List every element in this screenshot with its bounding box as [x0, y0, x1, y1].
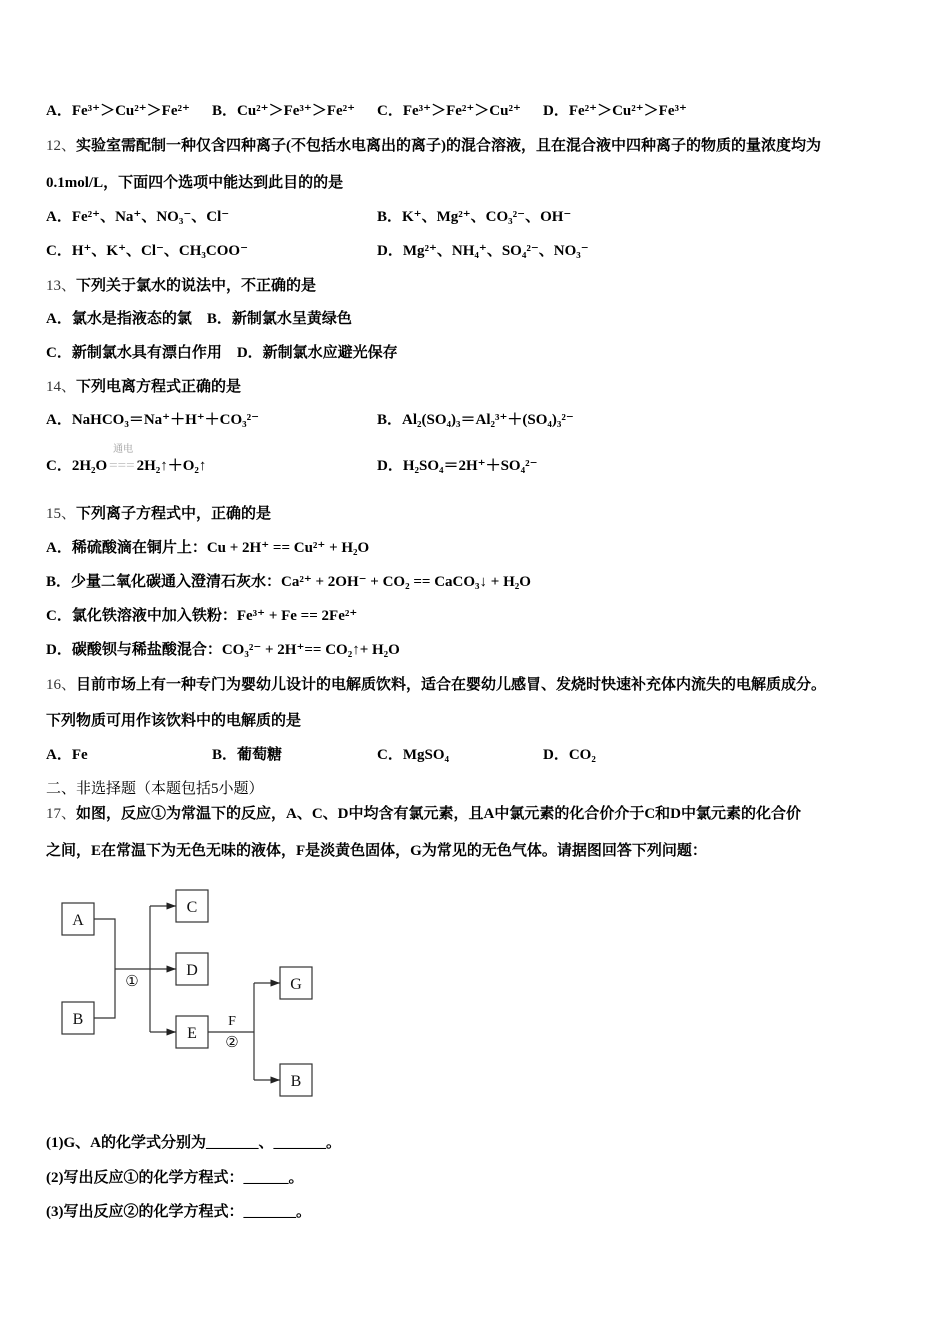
q15-option-b: B．少量二氧化碳通入澄清石灰水：Ca²⁺ + 2OH⁻ + CO₂ == CaCO₃↓ + H₂O	[46, 574, 531, 590]
label-a: A	[72, 912, 84, 929]
q13-stem-text: 下列关于氯水的说法中，不正确的是	[76, 278, 317, 294]
q13-number: 13、	[46, 278, 77, 294]
label-reaction-2: ②	[225, 1035, 239, 1051]
q17-sub-3: (3)写出反应②的化学方程式：_______。	[46, 1204, 311, 1220]
q11-option-a: A．Fe³⁺＞Cu²⁺＞Fe²⁺	[46, 103, 190, 119]
q14-option-c-left: C．2H₂O	[46, 458, 108, 474]
label-f: F	[228, 1014, 236, 1029]
q12-option-c: C．H⁺、K⁺、Cl⁻、CH₃COO⁻	[46, 243, 249, 259]
label-c: C	[186, 899, 198, 916]
q16-option-d: D．CO₂	[543, 747, 596, 763]
q16-stem-1: 目前市场上有一种专门为婴幼儿设计的电解质饮料，适合在婴幼儿感冒、发烧时快速补充体内流失的电解质成分。	[76, 677, 827, 693]
q14-number: 14、	[46, 379, 77, 395]
label-g: G	[290, 976, 302, 993]
q15-stem-text: 下列离子方程式中，正确的是	[76, 506, 272, 522]
q15-option-c: C．氯化铁溶液中加入铁粉：Fe³⁺ + Fe == 2Fe²⁺	[46, 608, 358, 624]
q16-stem-2: 下列物质可用作该饮料中的电解质的是	[46, 713, 302, 729]
q14-option-b: B．Al₂(SO₄)₃＝Al₂³⁺＋(SO₄)₃²⁻	[377, 412, 574, 428]
q15-option-a: A．稀硫酸滴在铜片上：Cu + 2H⁺ == Cu²⁺ + H₂O	[46, 540, 370, 556]
q17-stem-2: 之间，E在常温下为无色无味的液体，F是淡黄色固体，G为常见的无色气体。请据图回答下列问题：	[46, 843, 707, 859]
electrolysis-condition: 通电	[113, 444, 134, 455]
q17-sub-2: (2)写出反应①的化学方程式：______。	[46, 1170, 304, 1186]
q13-options-2: C．新制氯水具有漂白作用 D．新制氯水应避光保存	[46, 345, 398, 361]
q17-stem-1: 如图，反应①为常温下的反应，A、C、D中均含有氯元素，且A中氯元素的化合价介于C和D中氯元素的化合价	[76, 806, 802, 822]
q14-option-c-right: 2H₂↑＋O₂↑	[136, 458, 207, 474]
q11-option-b: B．Cu²⁺＞Fe³⁺＞Fe²⁺	[212, 103, 356, 119]
q12-option-b: B．K⁺、Mg²⁺、CO₃²⁻、OH⁻	[377, 209, 572, 225]
label-b: B	[72, 1011, 84, 1028]
q14-stem-text: 下列电离方程式正确的是	[76, 379, 242, 395]
q11-option-c: C．Fe³⁺＞Fe²⁺＞Cu²⁺	[377, 103, 521, 119]
q17-number: 17、	[46, 806, 77, 822]
section-heading: 二、非选择题（本题包括5小题）	[46, 781, 264, 797]
q12-stem-1: 实验室需配制一种仅含四种离子(不包括水电离出的离子)的混合溶液，且在混合液中四种离子的物质的量浓度均为	[76, 138, 822, 154]
q12-option-a: A．Fe²⁺、Na⁺、NO₃⁻、Cl⁻	[46, 209, 230, 225]
label-e: E	[187, 1025, 197, 1042]
q16-option-c: C．MgSO₄	[377, 747, 449, 763]
q15-option-d: D．碳酸钡与稀盐酸混合：CO₃²⁻ + 2H⁺== CO₂↑+ H₂O	[46, 642, 400, 658]
q14-option-d: D．H₂SO₄＝2H⁺＋SO₄²⁻	[377, 458, 538, 474]
q11-option-d: D．Fe²⁺＞Cu²⁺＞Fe³⁺	[543, 103, 687, 119]
label-reaction-1: ①	[125, 974, 139, 990]
q15-number: 15、	[46, 506, 77, 522]
q12-option-d: D．Mg²⁺、NH₄⁺、SO₄²⁻、NO₃⁻	[377, 243, 589, 259]
q12-number: 12、	[46, 138, 77, 154]
label-b-product: B	[290, 1073, 302, 1090]
q16-number: 16、	[46, 677, 77, 693]
connector-ab	[94, 919, 115, 1018]
q13-options-1: A．氯水是指液态的氯 B．新制氯水呈黄绿色	[46, 311, 352, 327]
equals-sign: ===	[109, 458, 135, 474]
q12-stem-2: 0.1mol/L，下面四个选项中能达到此目的的是	[46, 175, 344, 191]
connector-e	[208, 983, 254, 1080]
label-d: D	[186, 962, 198, 979]
q16-option-b: B．葡萄糖	[212, 747, 283, 763]
q14-option-a: A．NaHCO₃＝Na⁺＋H⁺＋CO₃²⁻	[46, 412, 260, 428]
q16-option-a: A．Fe	[46, 747, 88, 763]
q17-sub-1: (1)G、A的化学式分别为_______、_______。	[46, 1135, 341, 1151]
